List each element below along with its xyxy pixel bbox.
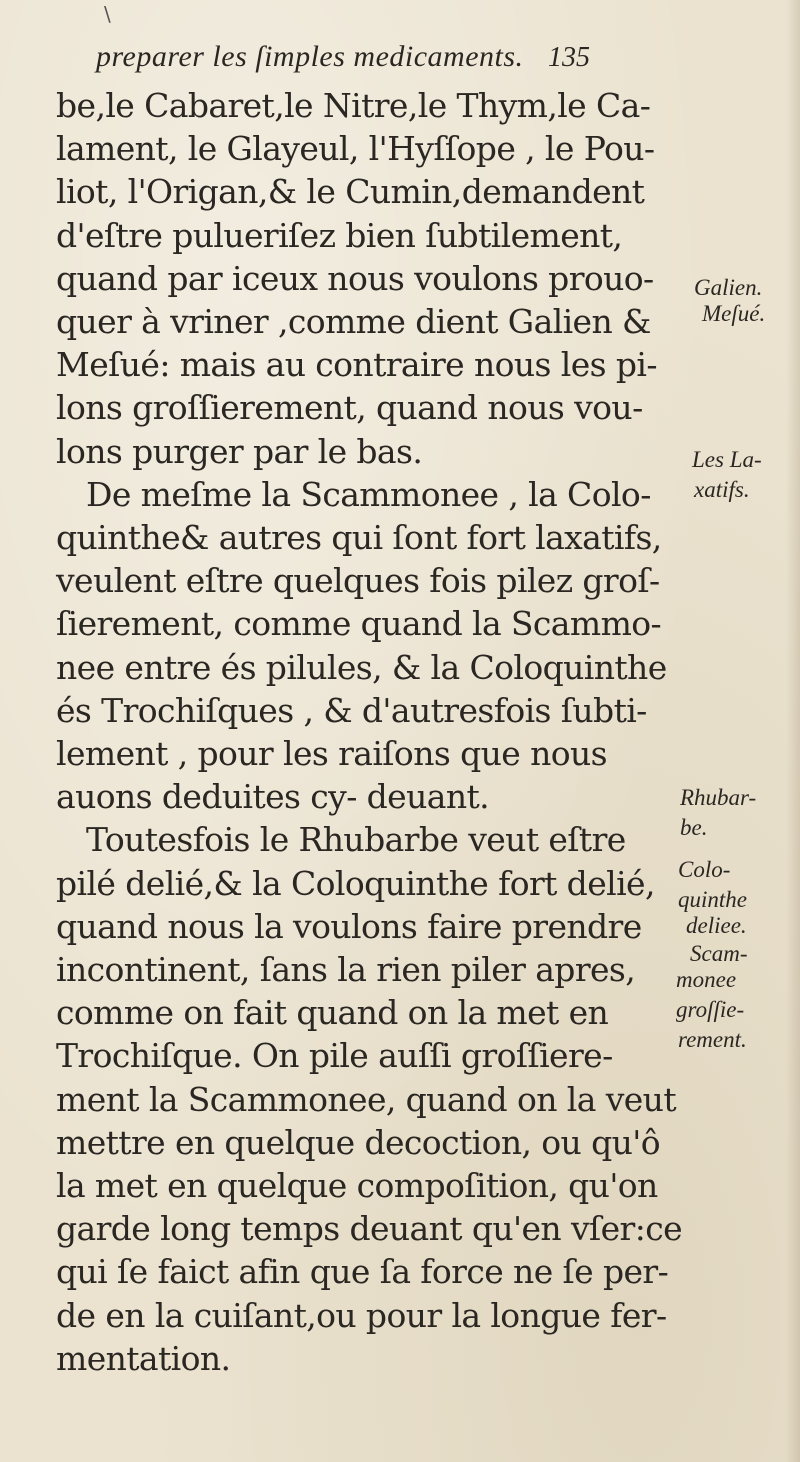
running-head: preparer les ſimples medicaments.	[96, 40, 524, 73]
margin-note-rhubarbe: Rhubar-	[680, 785, 757, 810]
text-line: Toutesfois le Rhubarbe veut eſtre	[86, 820, 626, 860]
text-line: pilé delié,& la Coloquinthe fort delié,	[56, 863, 655, 903]
text-line: quinthe& autres qui ſont fort laxatifs,	[56, 518, 662, 558]
text-line: liot, l'Origan,& le Cumin,demandent	[56, 172, 645, 212]
text-line: be,le Cabaret,le Nitre,le Thym,le Ca-	[56, 86, 651, 125]
text-line: lement , pour les raiſons que nous	[56, 734, 607, 774]
margin-note-mesue: Meſué.	[702, 301, 766, 326]
margin-note-be: be.	[680, 815, 708, 840]
text-line: veulent eſtre quelques fois pilez groſ-	[56, 561, 660, 601]
text-line: quand par iceux nous voulons prouo-	[56, 258, 654, 298]
text-line: De meſme la Scammonee , la Colo-	[86, 474, 651, 514]
margin-note-grossie: groſſie-	[676, 997, 745, 1022]
text-line: comme on fait quand on la met en	[56, 993, 609, 1033]
text-line: incontinent, ſans la rien piler apres,	[56, 950, 636, 990]
page-edge-shadow	[786, 0, 800, 1462]
text-line: és Trochiſques , & d'autresfois ſubti-	[56, 690, 647, 730]
margin-note-quinthe: quinthe	[678, 887, 747, 912]
text-line: quand nous la voulons faire prendre	[56, 906, 642, 946]
text-line: garde long temps deuant qu'en vſer:ce	[56, 1209, 683, 1249]
margin-note-les-laxatifs: Les La-	[692, 447, 762, 472]
text-line: lament, le Glayeul, l'Hyſſope , le Pou-	[56, 129, 655, 169]
text-line: qui ſe faict afin que ſa force ne ſe per-	[56, 1252, 669, 1292]
margin-note-scam: Scam-	[690, 941, 748, 966]
text-line: de en la cuiſant,ou pour la longue fer-	[56, 1295, 667, 1335]
page-number: 135	[548, 42, 590, 73]
body-text	[56, 84, 683, 1380]
text-line: nee entre és pilules, & la Coloquinthe	[56, 647, 667, 687]
margin-note-xatifs: xatifs.	[694, 477, 750, 502]
text-line: mettre en quelque decoction, ou qu'ô	[56, 1122, 660, 1162]
margin-note-deliee: deliee.	[686, 913, 747, 938]
text-line: ſierement, comme quand la Scammo-	[56, 604, 662, 644]
text-line: auons deduites cy- deuant.	[56, 777, 490, 817]
text-line: ment la Scammonee, quand on la veut	[56, 1079, 676, 1119]
text-line: Trochiſque. On pile auſſi groſſiere-	[56, 1036, 613, 1076]
margin-note-colo: Colo-	[678, 857, 731, 882]
text-line: mentation.	[56, 1338, 231, 1378]
text-line: la met en quelque compoſition, qu'on	[56, 1166, 658, 1206]
margin-note-galien: Galien.	[694, 275, 763, 300]
text-line: d'eſtre pulueriſez bien ſubtilement,	[56, 215, 623, 255]
top-mark: \	[104, 2, 111, 26]
text-line: lons groſſierement, quand nous vou-	[56, 388, 643, 428]
margin-note-rement: rement.	[678, 1027, 747, 1052]
text-line: Meſué: mais au contraire nous les pi-	[56, 345, 657, 385]
margin-note-monee: monee	[676, 967, 737, 992]
text-line: quer à vriner ,comme dient Galien &	[56, 302, 651, 342]
text-line: lons purger par le bas.	[56, 431, 423, 471]
